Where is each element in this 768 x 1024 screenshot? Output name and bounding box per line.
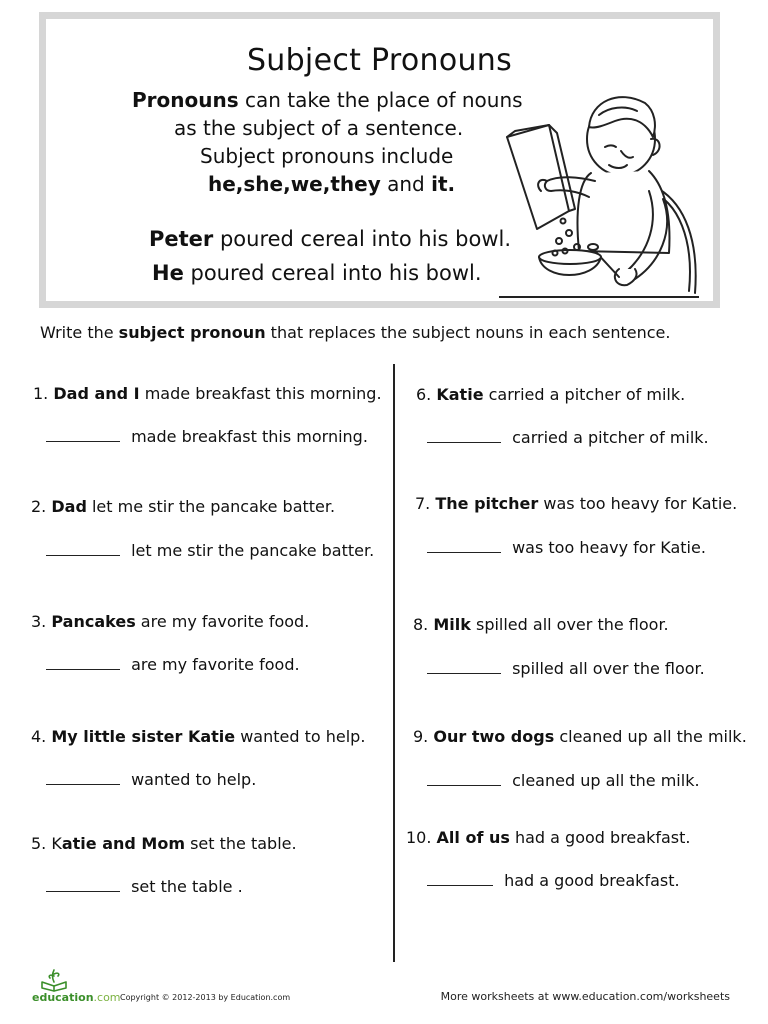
answer-line-10 <box>427 871 680 890</box>
question-subject: Katie <box>436 385 484 404</box>
question-subject: The pitcher <box>435 494 539 513</box>
question-rest: set the table. <box>185 834 297 853</box>
answer-blank[interactable] <box>427 659 501 674</box>
worksheet-title: Subject Pronouns <box>246 43 513 78</box>
question-subject: Pancakes <box>51 612 136 631</box>
question-1 <box>33 384 382 403</box>
example-1-rest: poured cereal into his bowl. <box>213 227 512 251</box>
question-3 <box>31 612 309 631</box>
answer-rest: set the table . <box>126 877 243 896</box>
question-rest: cleaned up all the milk. <box>554 727 747 746</box>
question-subject: All of us <box>436 828 510 847</box>
question-rest: made breakfast this morning. <box>139 384 382 403</box>
answer-blank[interactable] <box>427 538 501 553</box>
intro-and: and <box>380 172 432 196</box>
instructions-before: Write the <box>40 323 119 342</box>
intro-line-2: as the subject of a sentence. <box>174 116 464 140</box>
question-4 <box>31 727 365 746</box>
question-subject: Dad <box>51 497 87 516</box>
logo-com-text: .com <box>93 991 121 1004</box>
intro-line-1 <box>132 88 523 112</box>
question-10 <box>406 828 690 847</box>
instructions-key-term: subject pronoun <box>118 323 266 342</box>
intro-line-4 <box>208 172 455 196</box>
answer-line-3 <box>46 655 300 674</box>
example-2-rest: poured cereal into his bowl. <box>183 261 482 285</box>
answer-line-6 <box>427 428 709 447</box>
answer-line-4 <box>46 770 256 789</box>
question-subject: My little sister Katie <box>51 727 236 746</box>
answer-blank[interactable] <box>427 428 501 443</box>
answer-blank[interactable] <box>46 877 120 892</box>
question-number: 10. <box>406 828 437 847</box>
intro-pronouns-word: Pronouns <box>132 88 239 112</box>
answer-rest: was too heavy for Katie. <box>507 538 706 557</box>
question-rest: let me stir the pancake batter. <box>86 497 336 516</box>
question-number: 7. <box>415 494 436 513</box>
example-sentence-2 <box>152 261 482 285</box>
answer-blank[interactable] <box>46 427 120 442</box>
answer-rest: cleaned up all the milk. <box>507 771 700 790</box>
education-com-logo-icon <box>32 966 72 992</box>
question-9 <box>413 727 747 746</box>
question-subject: atie and Mom <box>61 834 185 853</box>
answer-line-2 <box>46 541 374 560</box>
intro-box <box>39 12 720 308</box>
answer-line-5 <box>46 877 243 896</box>
question-subject: Dad and I <box>53 384 140 403</box>
question-rest: carried a pitcher of milk. <box>483 385 686 404</box>
example-2-subject: He <box>152 261 184 285</box>
answer-rest: spilled all over the floor. <box>507 659 705 678</box>
answer-line-8 <box>427 659 705 678</box>
question-rest: wanted to help. <box>235 727 366 746</box>
answer-rest: had a good breakfast. <box>499 871 680 890</box>
answer-blank[interactable] <box>427 871 493 886</box>
question-5 <box>31 834 297 853</box>
question-subject: Milk <box>433 615 471 634</box>
intro-pronoun-list: he,she,we,they <box>208 172 381 196</box>
instructions-after: that replaces the subject nouns in each sentence. <box>265 323 671 342</box>
answer-blank[interactable] <box>46 770 120 785</box>
column-divider <box>393 364 395 962</box>
answer-blank[interactable] <box>46 655 120 670</box>
question-number: 1. <box>33 384 54 403</box>
answer-blank[interactable] <box>46 541 120 556</box>
answer-rest: carried a pitcher of milk. <box>507 428 709 447</box>
question-rest: was too heavy for Katie. <box>538 494 738 513</box>
example-1-subject: Peter <box>149 227 214 251</box>
boy-pouring-cereal-icon <box>499 81 699 303</box>
answer-rest: are my favorite food. <box>126 655 300 674</box>
question-6 <box>416 385 685 404</box>
answer-blank[interactable] <box>427 771 501 786</box>
answer-rest: made breakfast this morning. <box>126 427 368 446</box>
question-subject: Our two dogs <box>433 727 555 746</box>
question-number: 5. K <box>31 834 62 853</box>
question-7 <box>415 494 737 513</box>
question-number: 4. <box>31 727 52 746</box>
answer-rest: wanted to help. <box>126 770 257 789</box>
answer-line-1 <box>46 427 368 446</box>
instructions <box>40 323 670 342</box>
more-worksheets-link[interactable]: More worksheets at www.education.com/worksheets <box>440 990 730 1003</box>
question-number: 8. <box>413 615 434 634</box>
answer-line-7 <box>427 538 706 557</box>
question-2 <box>31 497 335 516</box>
answer-rest: let me stir the pancake batter. <box>126 541 375 560</box>
answer-line-9 <box>427 771 700 790</box>
intro-line-1-rest: can take the place of nouns <box>238 88 523 112</box>
intro-it: it. <box>431 172 456 196</box>
question-number: 3. <box>31 612 52 631</box>
example-sentence-1 <box>149 227 511 251</box>
question-8 <box>413 615 669 634</box>
question-number: 9. <box>413 727 434 746</box>
intro-line-3: Subject pronouns include <box>200 144 454 168</box>
question-rest: spilled all over the floor. <box>470 615 669 634</box>
question-number: 2. <box>31 497 52 516</box>
question-number: 6. <box>416 385 437 404</box>
logo-main-text: education <box>32 991 94 1004</box>
question-rest: are my favorite food. <box>135 612 310 631</box>
question-rest: had a good breakfast. <box>509 828 691 847</box>
copyright: Copyright © 2012-2013 by Education.com <box>120 993 291 1002</box>
footer-logo-text[interactable] <box>32 991 121 1004</box>
